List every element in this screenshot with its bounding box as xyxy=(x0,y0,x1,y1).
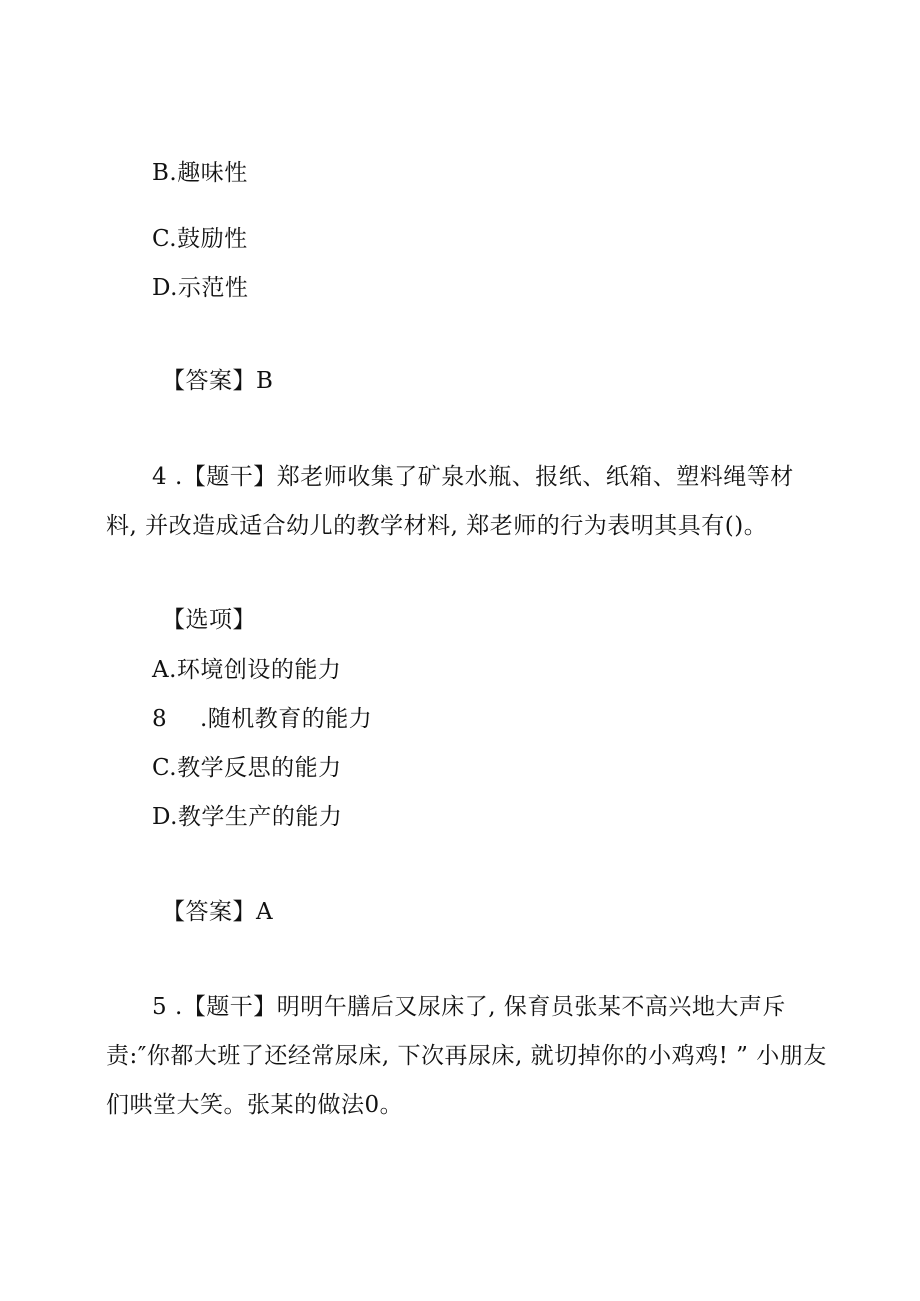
q4-option-b-text: .随机教育的能力 xyxy=(200,706,373,732)
q4-option-b xyxy=(152,704,372,734)
q4-stem-line-2: 料, 并改造成适合幼儿的教学材料, 郑老师的行为表明其具有()。 xyxy=(106,513,768,539)
q3-option-b: B.趣味性 xyxy=(152,160,248,186)
q4-option-a: A.环境创设的能力 xyxy=(152,657,342,683)
q3-answer: 【答案】B xyxy=(162,368,274,394)
q4-stem-line-1: 4 .【题干】郑老师收集了矿泉水瓶、报纸、纸箱、塑料绳等材 xyxy=(152,464,794,490)
q3-option-d: D.示范性 xyxy=(152,275,249,301)
q3-option-c: C.鼓励性 xyxy=(152,226,248,252)
q5-stem-line-2: 责:″你都大班了还经常尿床, 下次再尿床, 就切掉你的小鸡鸡! ” 小朋友 xyxy=(106,1043,827,1069)
q4-option-d: D.教学生产的能力 xyxy=(152,804,343,830)
q5-stem-line-1: 5 .【题干】明明午膳后又尿床了, 保育员张某不高兴地大声斥 xyxy=(152,994,786,1020)
q4-option-c: C.教学反思的能力 xyxy=(152,755,342,781)
q4-answer: 【答案】A xyxy=(162,899,274,925)
q5-stem-line-3: 们哄堂大笑。张某的做法0。 xyxy=(106,1092,404,1118)
q4-options-heading: 【选项】 xyxy=(162,607,256,633)
q4-option-b-number: 8 xyxy=(152,706,168,732)
